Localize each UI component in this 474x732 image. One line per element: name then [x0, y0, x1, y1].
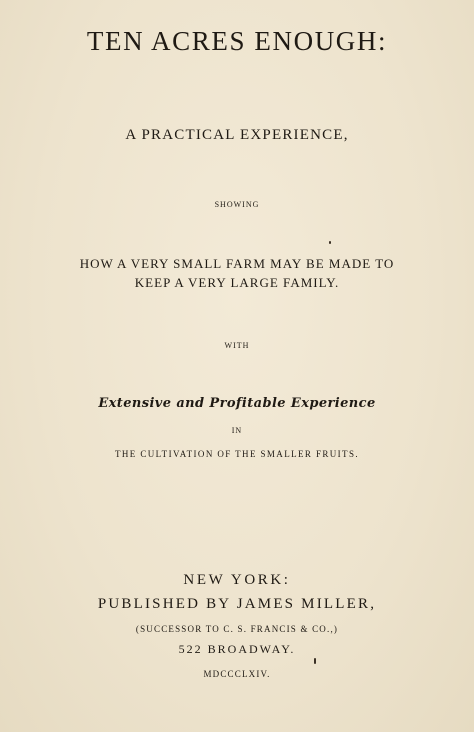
imprint-address: 522 BROADWAY.: [178, 642, 296, 656]
book-subtitle: A PRACTICAL EXPERIENCE,: [125, 127, 349, 143]
ink-speck: [329, 241, 331, 244]
in-label: IN: [231, 426, 243, 435]
cultivation-line: THE CULTIVATION OF THE SMALLER FRUITS.: [114, 449, 360, 459]
imprint-year: MDCCCLXIV.: [203, 669, 271, 679]
imprint-publisher: PUBLISHED BY JAMES MILLER,: [97, 596, 377, 612]
imprint-city: NEW YORK:: [183, 572, 291, 588]
description-line-2: KEEP A VERY LARGE FAMILY.: [134, 275, 340, 290]
imprint-successor: (SUCCESSOR TO C. S. FRANCIS & CO.,): [135, 624, 339, 634]
with-label: WITH: [224, 341, 250, 350]
book-title: TEN ACRES ENOUGH:: [86, 26, 388, 56]
experience-blackletter: Extensive and Profitable Experience: [98, 396, 376, 411]
description-line-1: HOW A VERY SMALL FARM MAY BE MADE TO: [79, 256, 395, 271]
ink-speck: [314, 658, 316, 664]
showing-label: SHOWING: [214, 200, 260, 209]
